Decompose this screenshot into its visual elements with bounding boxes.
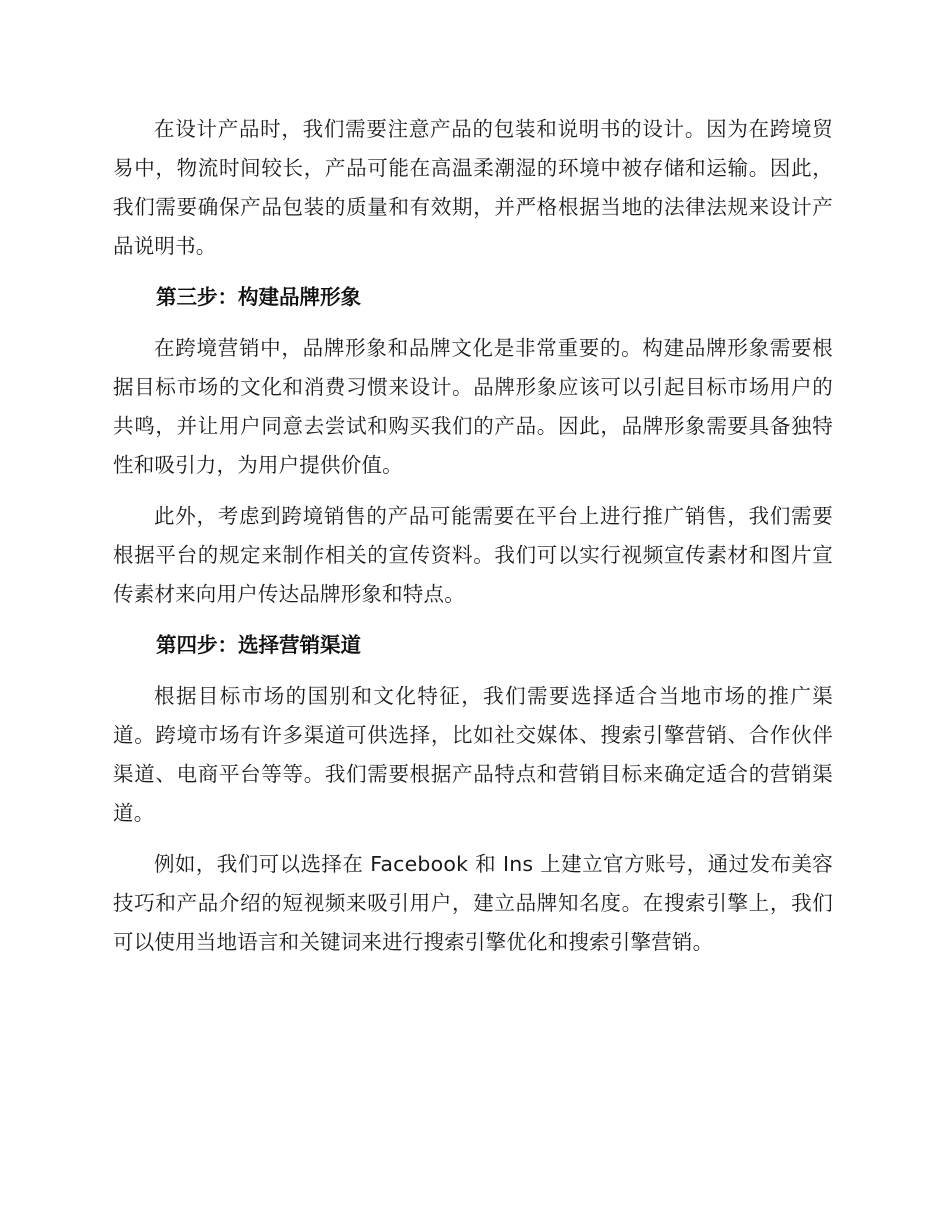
paragraph-packaging-design: 在设计产品时，我们需要注意产品的包装和说明书的设计。因为在跨境贸易中，物流时间较长，产品可能在高温柔潮湿的环境中被存储和运输。因此，我们需要确保产品包装的质量和有效期，并严格根据当地的法律法规来设计产品说明书。 [113, 117, 833, 258]
paragraph-examples: 例如，我们可以选择在 Facebook 和 Ins 上建立官方账号，通过发布美容技巧和产品介绍的短视频来吸引用户，建立品牌知名度。在搜索引擎上，我们可以使用当地语言和关键词来进行搜索引擎优化和搜索引擎营销。 [113, 852, 833, 954]
paragraph-brand-image: 在跨境营销中，品牌形象和品牌文化是非常重要的。构建品牌形象需要根据目标市场的文化和消费习惯来设计。品牌形象应该可以引起目标市场用户的共鸣，并让用户同意去尝试和购买我们的产品。因此，品牌形象需要具备独特性和吸引力，为用户提供价值。 [113, 336, 833, 477]
heading-step-four: 第四步：选择营销渠道 [156, 633, 361, 657]
paragraph-promotion-materials: 此外，考虑到跨境销售的产品可能需要在平台上进行推广销售，我们需要根据平台的规定来制作相关的宣传资料。我们可以实行视频宣传素材和图片宣传素材来向用户传达品牌形象和特点。 [113, 504, 833, 606]
document-body [113, 110, 833, 974]
heading-step-three: 第三步：构建品牌形象 [156, 285, 361, 309]
paragraph-marketing-channels: 根据目标市场的国别和文化特征，我们需要选择适合当地市场的推广渠道。跨境市场有许多渠道可供选择，比如社交媒体、搜索引擎营销、合作伙伴渠道、电商平台等等。我们需要根据产品特点和营销目标来确定适合的营销渠道。 [113, 684, 833, 825]
